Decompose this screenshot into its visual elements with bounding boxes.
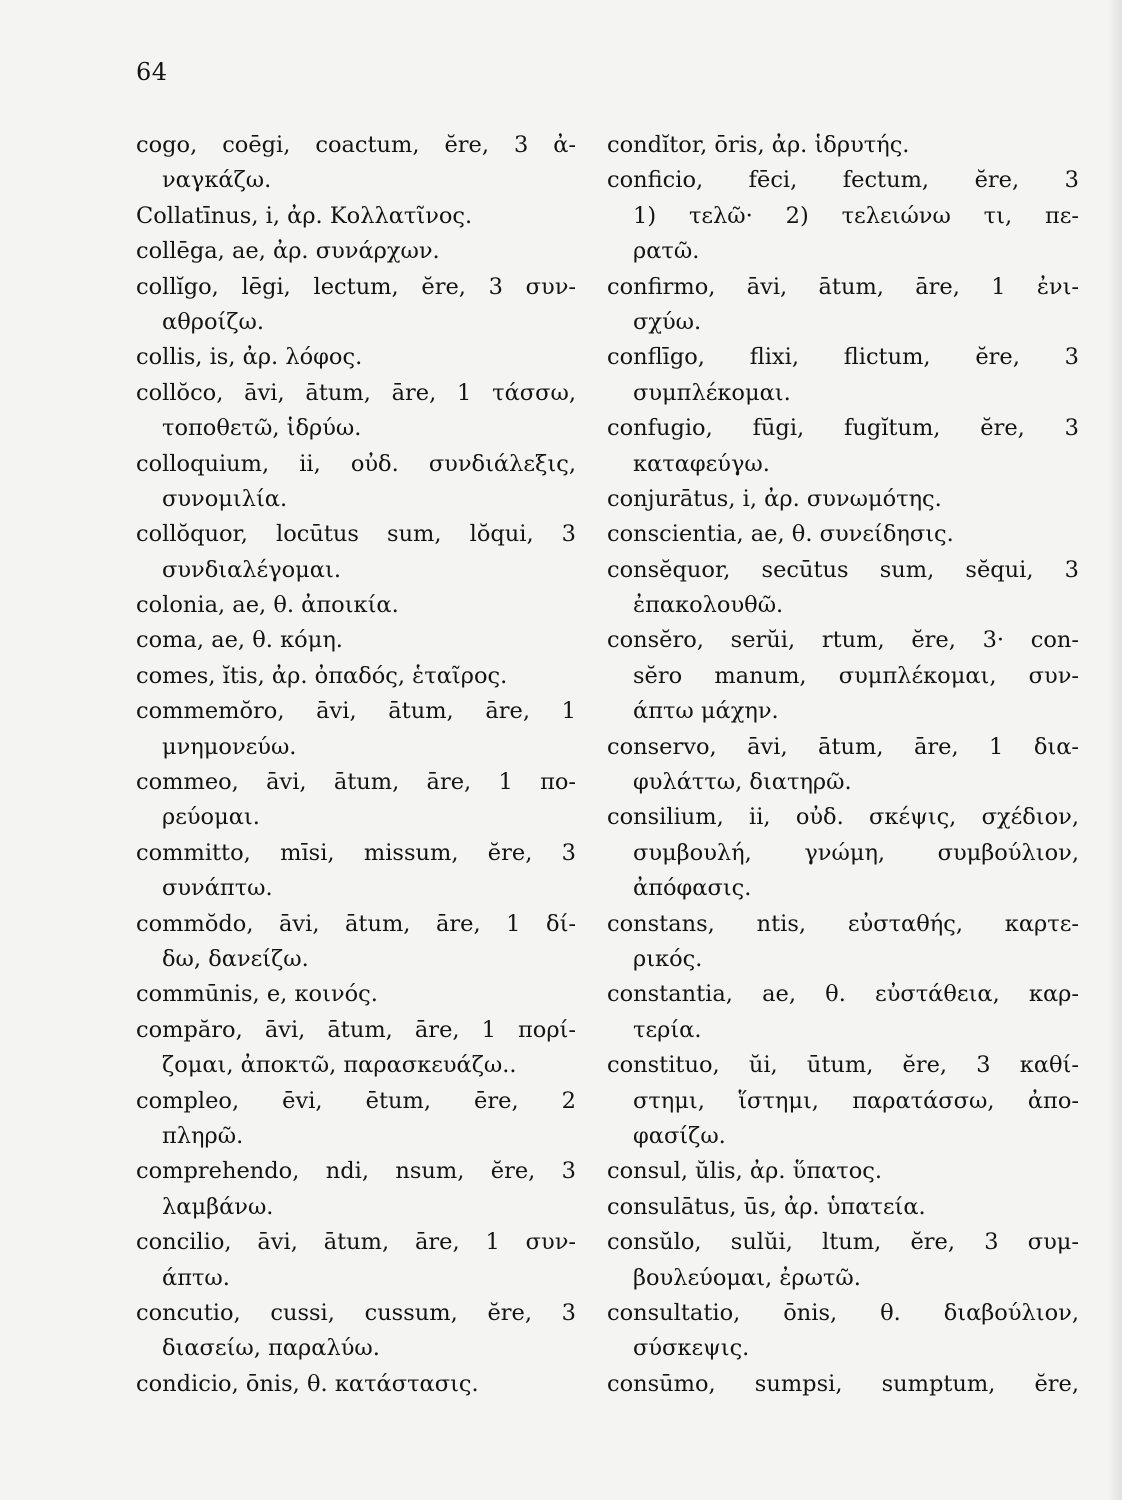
left-column	[136, 128, 576, 1402]
dictionary-line: πληρῶ.	[162, 1122, 244, 1149]
dictionary-line: διασείω, παραλύω.	[162, 1335, 380, 1362]
dictionary-line: commemŏro, āvi, ātum, āre, 1	[136, 698, 576, 725]
dictionary-line: συνδιαλέγομαι.	[162, 556, 341, 583]
dictionary-line: συμβουλή, γνώμη, συμβούλιον,	[633, 839, 1079, 866]
dictionary-line: comes, ĭtis, ἀρ. ὀπαδός, ἑταῖρος.	[136, 662, 508, 689]
dictionary-line: conjurātus, i, ἀρ. συνωμότης.	[607, 485, 942, 512]
dictionary-line: commūnis, e, κοινός.	[136, 981, 378, 1008]
dictionary-line: ἀπόφασις.	[633, 875, 752, 902]
dictionary-line: collŏquor, locūtus sum, lŏqui, 3	[136, 521, 576, 548]
dictionary-line: colloquium, ii, οὐδ. συνδιάλεξις,	[136, 450, 576, 477]
dictionary-line: Collatīnus, i, ἀρ. Κολλατῖνος.	[136, 202, 473, 229]
dictionary-line: conscientia, ae, θ. συνείδησις.	[607, 521, 954, 548]
dictionary-line: consĕquor, secūtus sum, sĕqui, 3	[607, 556, 1079, 583]
dictionary-line: λαμβάνω.	[162, 1193, 274, 1220]
dictionary-line: committo, mīsi, missum, ĕre, 3	[136, 839, 576, 866]
dictionary-line: compăro, āvi, ātum, āre, 1 πορί-	[136, 1016, 576, 1043]
dictionary-line: condicio, ōnis, θ. κατάστασις.	[136, 1370, 479, 1397]
dictionary-line: comprehendo, ndi, nsum, ĕre, 3	[136, 1158, 576, 1185]
dictionary-line: collis, is, ἀρ. λόφος.	[136, 344, 363, 371]
page-number: 64	[136, 58, 168, 86]
dictionary-line: σχύω.	[633, 308, 702, 335]
dictionary-line: consŭlo, sulŭi, ltum, ĕre, 3 συμ-	[607, 1229, 1079, 1256]
dictionary-line: constans, ntis, εὐσταθής, καρτε-	[607, 910, 1079, 937]
dictionary-line: στημι, ἵστημι, παρατάσσω, ἀπο-	[633, 1087, 1079, 1114]
dictionary-line: sĕro manum, συμπλέκομαι, συν-	[633, 662, 1079, 689]
dictionary-line: φυλάττω, διατηρῶ.	[633, 769, 852, 796]
dictionary-line: συμπλέκομαι.	[633, 379, 791, 406]
dictionary-line: concutio, cussi, cussum, ĕre, 3	[136, 1299, 576, 1326]
dictionary-line: ρικός.	[633, 945, 703, 972]
right-column	[607, 128, 1079, 1402]
dictionary-line: συνομιλία.	[162, 485, 288, 512]
dictionary-line: collēga, ae, ἀρ. συνάρχων.	[136, 238, 440, 265]
dictionary-line: ρατῶ.	[633, 238, 700, 265]
dictionary-line: καταφεύγω.	[633, 450, 770, 477]
dictionary-line: colonia, ae, θ. ἀποικία.	[136, 592, 399, 619]
dictionary-line: consul, ŭlis, ἀρ. ὕπατος.	[607, 1158, 883, 1185]
dictionary-line: αθροίζω.	[162, 308, 265, 335]
dictionary-line: τερία.	[633, 1016, 702, 1043]
dictionary-line: άπτω.	[162, 1264, 230, 1291]
dictionary-line: δω, δανείζω.	[162, 945, 309, 972]
dictionary-line: conflīgo, flixi, flictum, ĕre, 3	[607, 344, 1079, 371]
dictionary-line: φασίζω.	[633, 1122, 726, 1149]
dictionary-line: 1) τελῶ· 2) τελειώνω τι, πε-	[633, 202, 1079, 229]
dictionary-line: confirmo, āvi, ātum, āre, 1 ἐνι-	[607, 273, 1079, 300]
dictionary-line: compleo, ēvi, ētum, ēre, 2	[136, 1087, 576, 1114]
dictionary-line: consilium, ii, οὐδ. σκέψις, σχέδιον,	[607, 804, 1079, 831]
dictionary-line: ζομαι, ἀποκτῶ, παρασκευάζω..	[162, 1052, 517, 1079]
dictionary-line: conservo, āvi, ātum, āre, 1 δια-	[607, 733, 1079, 760]
dictionary-line: collĭgo, lēgi, lectum, ĕre, 3 συν-	[136, 273, 576, 300]
dictionary-line: βουλεύομαι, ἐρωτῶ.	[633, 1264, 861, 1291]
dictionary-line: consūmo, sumpsi, sumptum, ĕre,	[607, 1370, 1079, 1397]
dictionary-line: concilio, āvi, ātum, āre, 1 συν-	[136, 1229, 576, 1256]
dictionary-line: άπτω μάχην.	[633, 698, 779, 725]
dictionary-line: consĕro, serŭi, rtum, ĕre, 3· con-	[607, 627, 1079, 654]
dictionary-line: commŏdo, āvi, ātum, āre, 1 δί-	[136, 910, 576, 937]
dictionary-line: consulātus, ūs, ἀρ. ὑπατεία.	[607, 1193, 926, 1220]
dictionary-line: ρεύομαι.	[162, 804, 260, 831]
dictionary-line: ναγκάζω.	[162, 167, 272, 194]
dictionary-line: coma, ae, θ. κόμη.	[136, 627, 343, 654]
dictionary-line: συνάπτω.	[162, 875, 273, 902]
dictionary-line: constantia, ae, θ. εὐστάθεια, καρ-	[607, 981, 1079, 1008]
dictionary-line: cogo, coēgi, coactum, ĕre, 3 ἀ-	[136, 132, 576, 158]
dictionary-line: commeo, āvi, ātum, āre, 1 πο-	[136, 769, 576, 796]
dictionary-line: confugio, fūgi, fugĭtum, ĕre, 3	[607, 415, 1079, 442]
dictionary-line: τοποθετῶ, ἱδρύω.	[162, 415, 362, 442]
dictionary-line: constituo, ŭi, ūtum, ĕre, 3 καθί-	[607, 1052, 1079, 1079]
page-edge-shadow	[1108, 0, 1122, 1500]
dictionary-line: σύσκεψις.	[633, 1335, 750, 1362]
dictionary-line: collŏco, āvi, ātum, āre, 1 τάσσω,	[136, 379, 576, 406]
dictionary-line: consultatio, ōnis, θ. διαβούλιον,	[607, 1299, 1079, 1326]
dictionary-line: μνημονεύω.	[162, 733, 297, 760]
dictionary-line: conficio, fēci, fectum, ĕre, 3	[607, 167, 1079, 194]
dictionary-line: ἐπακολουθῶ.	[633, 592, 784, 619]
dictionary-line: condĭtor, ōris, ἀρ. ἱδρυτής.	[607, 132, 910, 158]
